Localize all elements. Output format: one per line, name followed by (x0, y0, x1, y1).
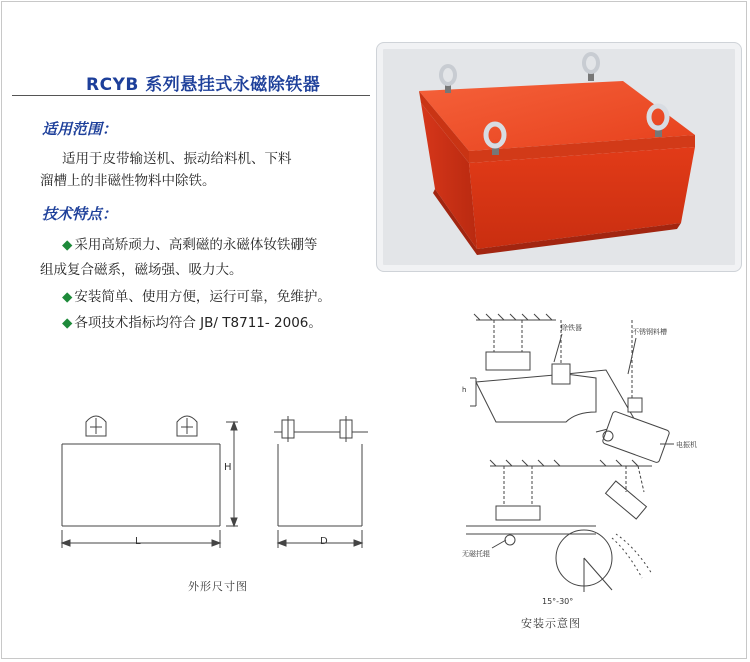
magnet-front-face (469, 147, 695, 249)
dim-label-H: H (224, 462, 233, 473)
applications-text-line2: 溜槽上的非磁性物料中除铁。 (40, 173, 216, 189)
bullet-icon: ◆ (62, 315, 73, 331)
dim-label-L: L (135, 536, 142, 547)
dim-label-D: D (320, 536, 329, 547)
dimension-drawing-caption: 外形尺寸图 (188, 580, 248, 593)
bullet-icon: ◆ (62, 289, 73, 305)
applications-heading: 适用范围： (42, 120, 118, 138)
label-roller: 无磁托辊 (462, 550, 490, 558)
lifting-eye-icon (584, 54, 598, 81)
applications-text-line1: 适用于皮带输送机、振动给料机、下料 (62, 151, 292, 167)
product-photo-magnet (377, 43, 741, 271)
title-divider (12, 95, 370, 96)
feature-item-1-line1: 采用高矫顽力、高剩磁的永磁体钕铁硼等 (74, 237, 318, 253)
dimension-drawing (40, 400, 390, 560)
page-title: RCYB 系列悬挂式永磁除铁器 (86, 75, 321, 95)
feature-item-1-line2: 组成复合磁系，磁场强、吸力大。 (40, 262, 243, 278)
label-chute: 不锈钢料槽 (632, 328, 667, 336)
feature-item-3 (62, 312, 322, 334)
label-vibrator: 电振机 (676, 441, 697, 449)
feature-item-2 (62, 286, 331, 308)
installation-drawing (456, 312, 736, 612)
feature-item-2-line1: 安装简单、使用方便，运行可靠，免维护。 (74, 289, 331, 305)
label-angle: 15°-30° (542, 597, 574, 606)
lifting-eye-icon (441, 66, 455, 93)
product-photo-frame (376, 42, 742, 272)
label-separator: 除铁器 (561, 324, 582, 332)
label-h: h (462, 386, 467, 394)
feature-item-1 (62, 234, 317, 256)
bullet-icon: ◆ (62, 237, 73, 253)
installation-drawing-caption: 安装示意图 (521, 617, 581, 630)
feature-item-3-line1: 各项技术指标均符合 JB/ T8711- 2006。 (74, 315, 322, 331)
features-heading: 技术特点： (42, 205, 118, 223)
